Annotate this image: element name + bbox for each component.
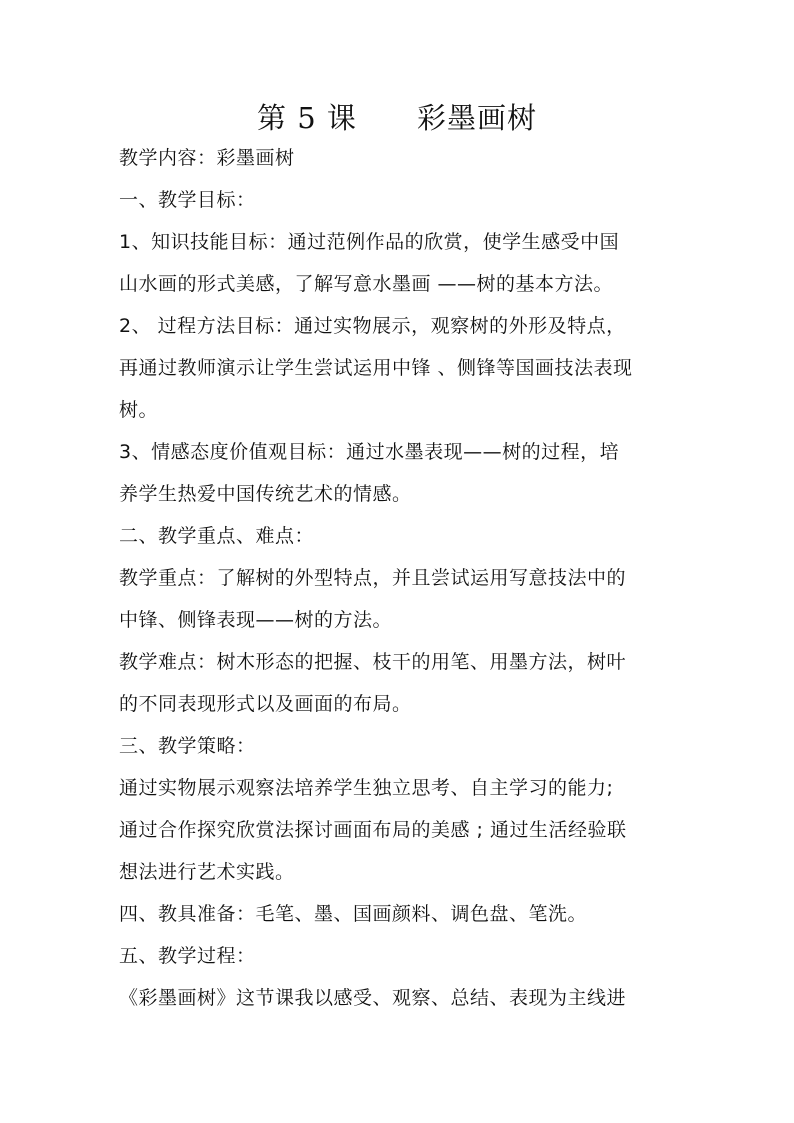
body-line: 通过合作探究欣赏法探讨画面布局的美感 ; 通过生活经验联 [119, 819, 627, 841]
body-line: 树。 [119, 399, 159, 421]
teaching-content-line: 教学内容：彩墨画树 [119, 147, 295, 169]
body-line: 教学重点：了解树的外型特点，并且尝试运用写意技法中的 [119, 567, 627, 589]
body-line: 1、知识技能目标：通过范例作品的欣赏，使学生感受中国 [119, 231, 620, 253]
body-line: 再通过教师演示让学生尝试运用中锋 、侧锋等国画技法表现 [119, 357, 633, 379]
body-line: 的不同表现形式以及画面的布局。 [119, 693, 412, 715]
section-heading-objectives: 一、教学目标： [119, 189, 256, 211]
lesson-number: 第 5 课 [257, 101, 357, 135]
section-heading-key-points: 二、教学重点、难点： [119, 525, 315, 547]
lesson-topic: 彩墨画树 [416, 101, 537, 135]
body-line: 教学难点：树木形态的把握、枝干的用笔、用墨方法，树叶 [119, 651, 627, 673]
body-line: 山水画的形式美感，了解写意水墨画 ——树的基本方法。 [119, 273, 614, 295]
body-line: 养学生热爱中国传统艺术的情感。 [119, 483, 412, 505]
body-line: 《彩墨画树》这节课我以感受、观察、总结、表现为主线进 [119, 987, 627, 1009]
body-line: 中锋、侧锋表现——树的方法。 [119, 609, 393, 631]
page-title [0, 96, 794, 140]
body-line: 想法进行艺术实践。 [119, 861, 295, 883]
section-heading-process: 五、教学过程： [119, 945, 256, 967]
section-heading-strategy: 三、教学策略： [119, 735, 256, 757]
body-line: 通过实物展示观察法培养学生独立思考、自主学习的能力; [119, 777, 614, 799]
body-line: 3、情感态度价值观目标：通过水墨表现——树的过程，培 [119, 441, 620, 463]
section-heading-materials: 四、教具准备：毛笔、墨、国画颜料、调色盘、笔洗。 [119, 903, 588, 925]
body-line: 2、 过程方法目标：通过实物展示，观察树的外形及特点， [119, 315, 626, 337]
